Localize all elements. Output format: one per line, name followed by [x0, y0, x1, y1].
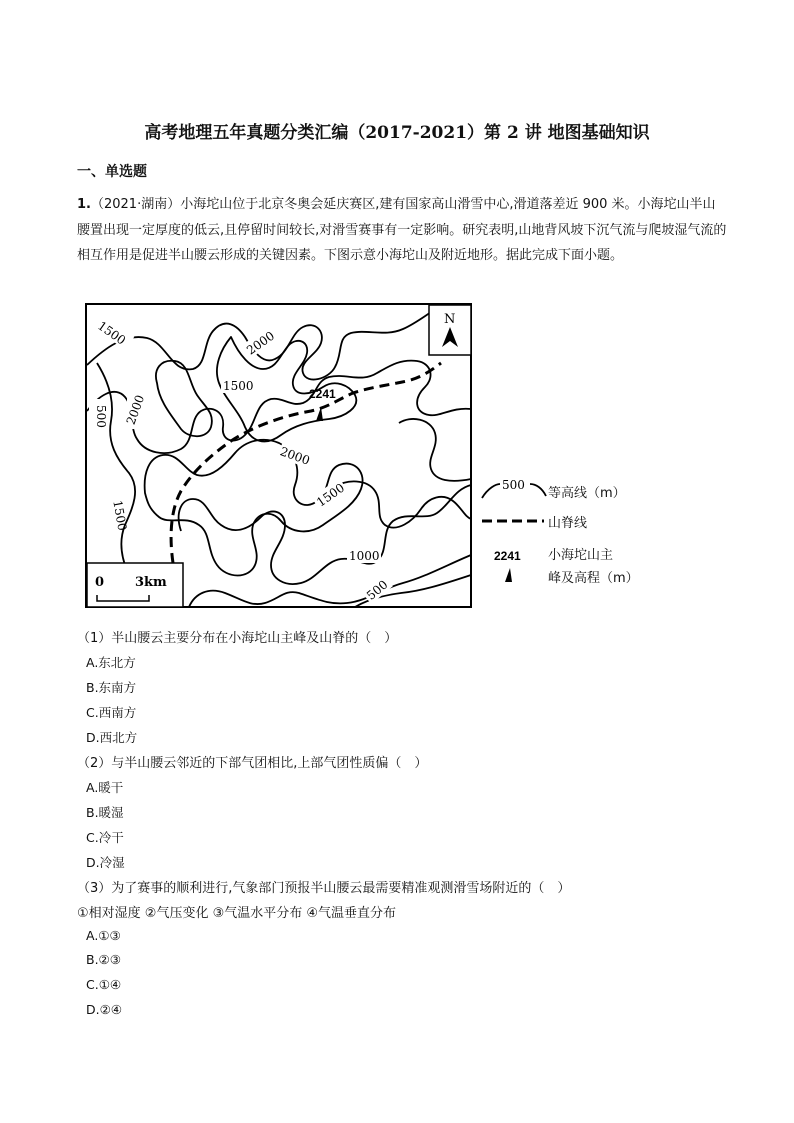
legend-contour-label: 等高线（m）: [548, 486, 626, 501]
subquestion-1: （1）半山腰云主要分布在小海坨山主峰及山脊的（ ）: [77, 631, 398, 646]
contour-label: 500: [363, 577, 391, 603]
question-source: （2021·湖南）: [90, 197, 181, 212]
section-heading: 一、单选题: [77, 164, 147, 180]
subquestion-3: （3）为了赛事的顺利进行,气象部门预报半山腰云最需要精准观测滑雪场附近的（ ）: [77, 881, 571, 896]
option-3d[interactable]: D.②④: [86, 1002, 123, 1017]
option-3c[interactable]: C.①④: [86, 977, 122, 992]
contour-label: 1000: [349, 549, 380, 563]
contour-label: 1500: [95, 318, 129, 348]
option-2c[interactable]: C.冷干: [86, 830, 124, 845]
option-3a[interactable]: A.①③: [86, 928, 121, 943]
contour-label: 2000: [278, 444, 312, 468]
option-3b[interactable]: B.②③: [86, 952, 121, 967]
peak-elevation-label: 2241: [309, 387, 336, 401]
contour-label: 500: [94, 405, 108, 428]
subquestion-3-items: ①相对湿度 ②气压变化 ③气温水平分布 ④气温垂直分布: [77, 906, 397, 921]
legend-ridge-label: 山脊线: [548, 516, 588, 531]
north-arrow: [429, 305, 471, 355]
scale-zero: 0: [95, 575, 105, 590]
question-text: 小海坨山位于北京冬奥会延庆赛区,建有国家高山滑雪中心,滑道落差近 900 米。小海坨山半山腰置出现一定厚度的低云,且停留时间较长,对滑雪赛事有一定影响。研究表明,山地背风坡下沉气流与爬坡湿气流的相互作用是促进半山腰云形成的关键因素。下图示意小海坨山及附近地形。据此完成下面小题。: [77, 197, 727, 263]
subquestion-2: （2）与半山腰云邻近的下部气团相比,上部气团性质偏（ ）: [77, 756, 428, 771]
legend-peak-icon: [505, 568, 512, 582]
contour-label: 2000: [123, 393, 148, 427]
contour-label: 2000: [244, 328, 278, 358]
contour-label: 1500: [110, 499, 130, 532]
map-legend: [478, 470, 678, 590]
option-1c[interactable]: C.西南方: [86, 705, 137, 720]
contour-label: 1500: [314, 480, 348, 510]
option-1d[interactable]: D.西北方: [86, 730, 138, 745]
legend-contour-value: 500: [502, 478, 525, 492]
legend-peak-label-1: 小海坨山主: [548, 548, 614, 563]
option-2d[interactable]: D.冷湿: [86, 855, 125, 870]
contour-label: 1500: [223, 379, 254, 393]
option-2b[interactable]: B.暖湿: [86, 805, 124, 820]
north-label: N: [444, 312, 456, 327]
legend-peak-label-2: 峰及高程（m）: [548, 571, 639, 586]
option-1b[interactable]: B.东南方: [86, 680, 137, 695]
page-title: 高考地理五年真题分类汇编（2017-2021）第 2 讲 地图基础知识: [144, 123, 650, 143]
topographic-map: [85, 303, 472, 608]
option-1a[interactable]: A.东北方: [86, 655, 136, 670]
legend-peak-value: 2241: [494, 549, 521, 563]
scale-distance: 3km: [135, 575, 167, 590]
option-2a[interactable]: A.暖干: [86, 780, 124, 795]
question-stem: [77, 192, 727, 269]
scale-bar: [87, 563, 183, 607]
question-number: 1.: [77, 197, 91, 212]
